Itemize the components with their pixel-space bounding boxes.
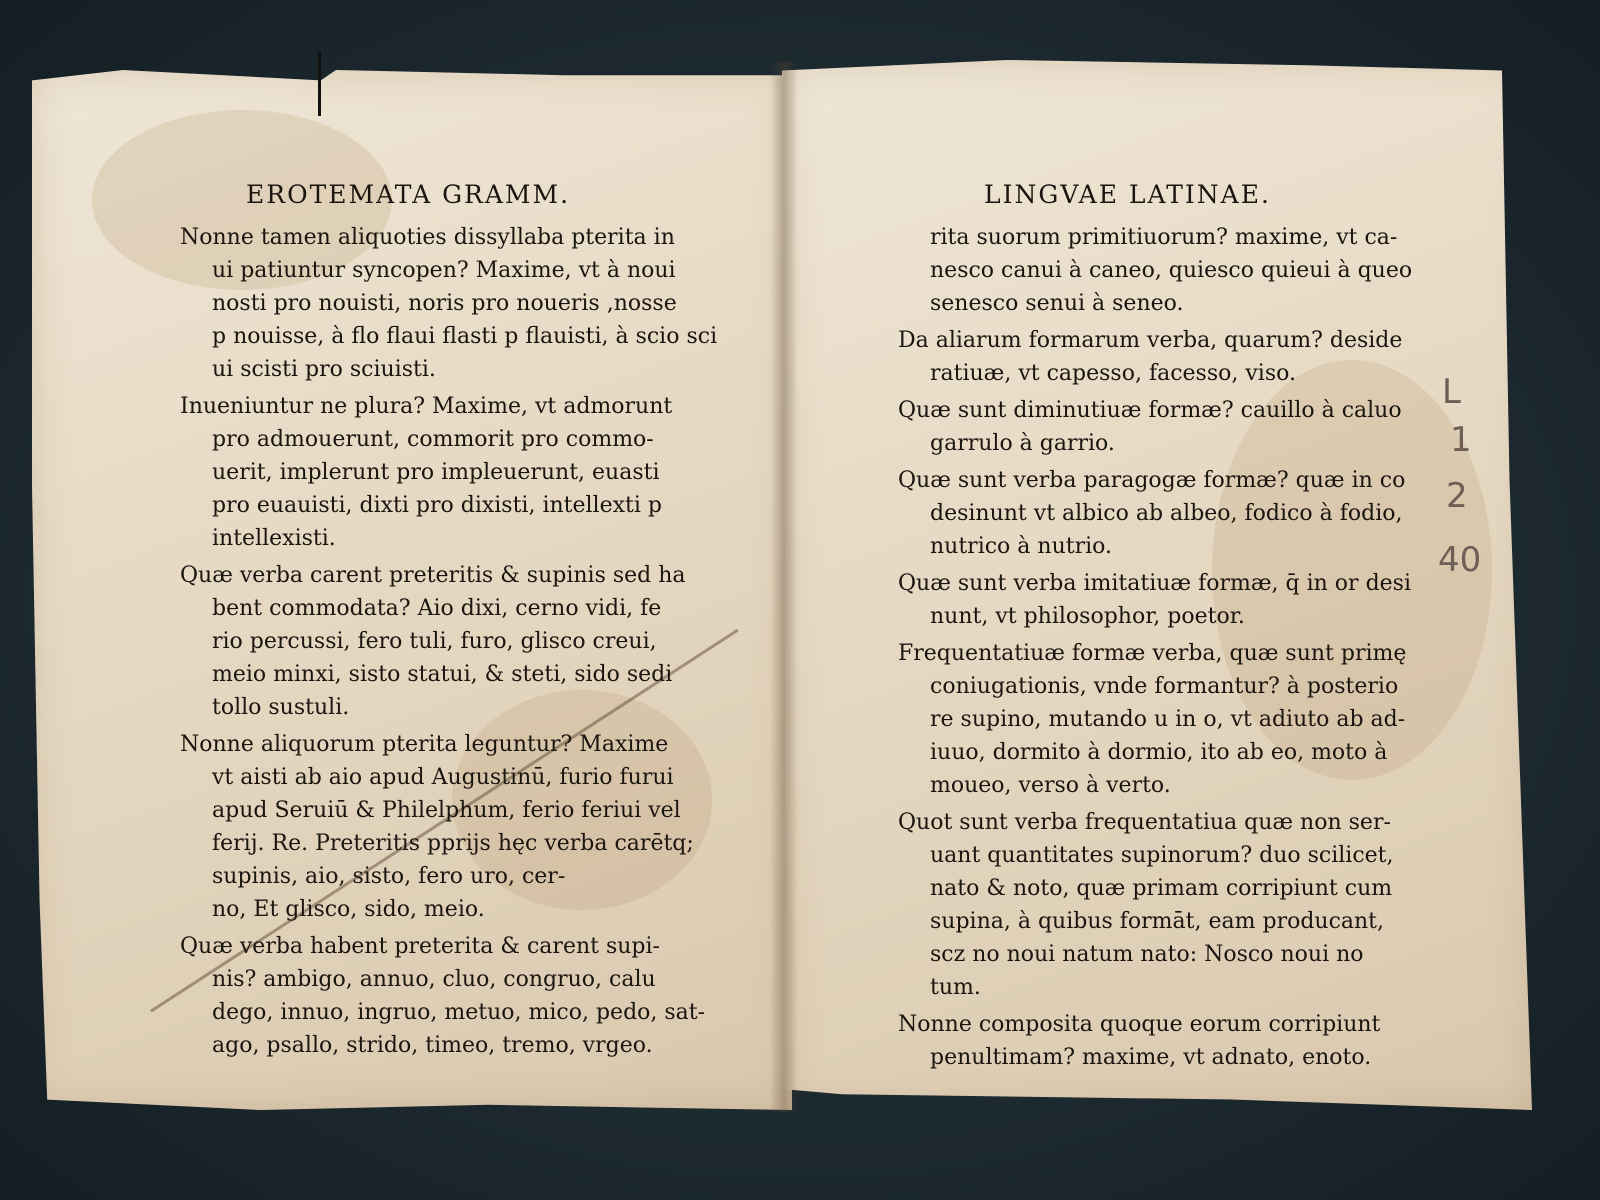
text-line: Quæ sunt diminutiuæ formæ? cauillo à caluo [898, 398, 1402, 423]
text-line: Quot sunt verba frequentatiua quæ non ser- [898, 810, 1391, 835]
right-page-text [898, 180, 1438, 1078]
text-line: tollo sustuli. [212, 695, 350, 720]
text-line: ferij. Re. Preteritis pprijs hęc verba carētq; [212, 831, 694, 856]
pencil-note: 40 [1438, 540, 1482, 580]
left-page-text [180, 180, 740, 1066]
text-line: nesco canui à caneo, quiesco quieui à queo [930, 258, 1413, 283]
pencil-note: L [1442, 372, 1461, 412]
text-line: Quæ verba carent preteritis & supinis sed ha [180, 563, 686, 588]
text-line: nosti pro nouisti, noris pro noueris ,nosse [212, 291, 677, 316]
paragraph [898, 394, 1438, 460]
text-line: penultimam? maxime, vt adnato, enoto. [930, 1045, 1372, 1070]
text-line: supinis, aio, sisto, fero uro, cer- [212, 864, 566, 889]
text-line: nato & noto, quæ primam corripiunt cum [930, 876, 1393, 901]
paragraph [180, 930, 740, 1062]
text-line: senesco senui à seneo. [930, 291, 1184, 316]
text-line: rio percussi, fero tuli, furo, glisco creui, [212, 629, 657, 654]
text-line: Nonne composita quoque eorum corripiunt [898, 1012, 1381, 1037]
book-gutter [770, 62, 798, 1112]
text-line: pro admouerunt, commorit pro commo- [212, 427, 654, 452]
text-line: coniugationis, vnde formantur? à posterio [930, 674, 1399, 699]
text-line: bent commodata? Aio dixi, cerno vidi, fe [212, 596, 662, 621]
paragraph [180, 390, 740, 555]
text-line: Inueniuntur ne plura? Maxime, vt admorunt [180, 394, 673, 419]
paragraph [180, 559, 740, 724]
pencil-note: 2 [1446, 476, 1468, 516]
text-line: nunt, vt philosophor, poetor. [930, 604, 1245, 629]
text-line: meio minxi, sisto statui, & steti, sido sedi [212, 662, 673, 687]
running-head-right: LINGVAE LATINAE. [984, 180, 1271, 209]
paper-tear [318, 52, 321, 116]
text-line: p nouisse, à flo flaui flasti p flauisti, à scio sci [212, 324, 718, 349]
text-line: apud Seruiū & Philelphum, ferio feriui vel [212, 798, 681, 823]
text-line: vt aisti ab aio apud Augustinū, furio furui [212, 765, 674, 790]
text-line: pro euauisti, dixti pro dixisti, intellexti p [212, 493, 662, 518]
text-line: Nonne aliquorum pterita leguntur? Maxime [180, 732, 669, 757]
text-line: uant quantitates supinorum? duo scilicet, [930, 843, 1394, 868]
text-line: Da aliarum formarum verba, quarum? deside [898, 328, 1403, 353]
text-line: moueo, verso à verto. [930, 773, 1171, 798]
text-line: Frequentatiuæ formæ verba, quæ sunt primę [898, 641, 1407, 666]
paragraph [898, 464, 1438, 563]
text-line: garrulo à garrio. [930, 431, 1115, 456]
paragraph [898, 1008, 1438, 1074]
paragraph [898, 221, 1438, 320]
paragraph [180, 221, 740, 386]
text-line: intellexisti. [212, 526, 336, 551]
text-line: rita suorum primitiuorum? maxime, vt ca- [930, 225, 1398, 250]
text-line: supina, à quibus formāt, eam producant, [930, 909, 1385, 934]
text-line: ago, psallo, strido, timeo, tremo, vrgeo. [212, 1033, 653, 1058]
text-line: Quæ sunt verba imitatiuæ formæ, q̄ in or desi [898, 571, 1411, 596]
text-line: Quæ verba habent preterita & carent supi- [180, 934, 660, 959]
text-line: uerit, implerunt pro impleuerunt, euasti [212, 460, 660, 485]
paragraph [898, 324, 1438, 390]
text-line: iuuo, dormito à dormio, ito ab eo, moto à [930, 740, 1388, 765]
text-line: ui patiuntur syncopen? Maxime, vt à noui [212, 258, 676, 283]
paragraph [898, 637, 1438, 802]
text-line: Quæ sunt verba paragogæ formæ? quæ in co [898, 468, 1406, 493]
text-line: desinunt vt albico ab albeo, fodico à fodio, [930, 501, 1403, 526]
running-head-left: EROTEMATA GRAMM. [246, 180, 571, 209]
paragraph [898, 806, 1438, 1004]
text-line: scz no noui natum nato: Nosco noui no [930, 942, 1364, 967]
text-line: ui scisti pro sciuisti. [212, 357, 436, 382]
paragraph [898, 567, 1438, 633]
text-line: ratiuæ, vt capesso, facesso, viso. [930, 361, 1296, 386]
text-line: Nonne tamen aliquoties dissyllaba pterita in [180, 225, 675, 250]
pencil-note: 1 [1450, 420, 1472, 460]
text-line: tum. [930, 975, 981, 1000]
paragraph [180, 728, 740, 926]
text-line: nis? ambigo, annuo, cluo, congruo, calu [212, 967, 656, 992]
text-line: re supino, mutando u in o, vt adiuto ab ad- [930, 707, 1406, 732]
text-line: nutrico à nutrio. [930, 534, 1112, 559]
text-line: dego, innuo, ingruo, metuo, mico, pedo, sat- [212, 1000, 706, 1025]
text-line: no, Et glisco, sido, meio. [212, 897, 485, 922]
